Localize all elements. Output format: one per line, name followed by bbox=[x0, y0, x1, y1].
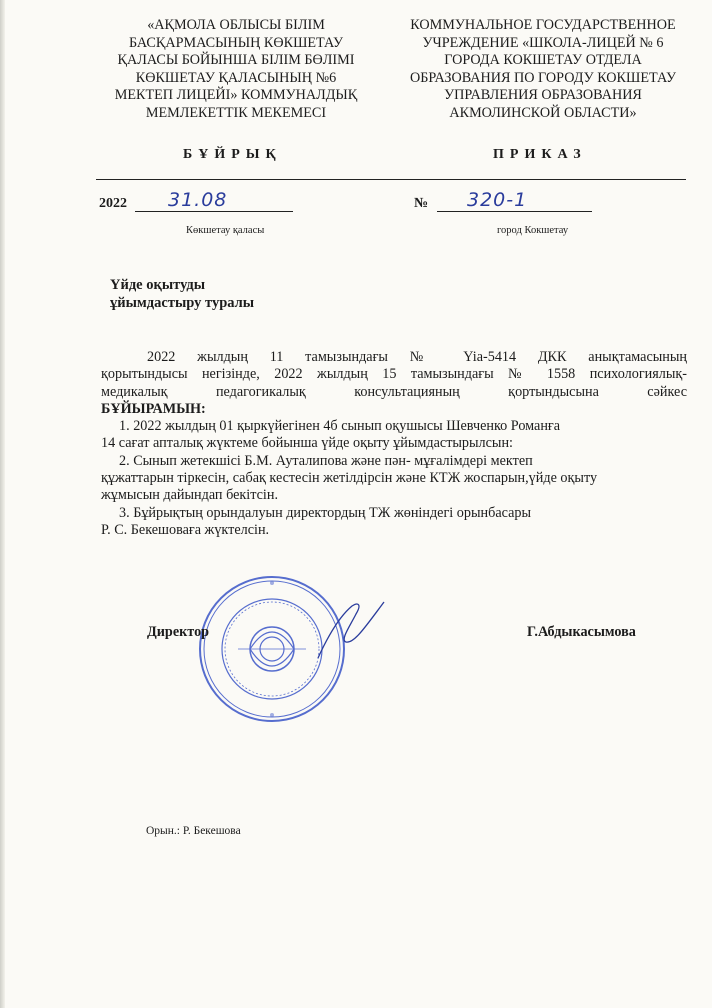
body-line: құжаттарын тіркесін, сабақ кестесін жетілдірсін және КТЖ жоспарын,үйде оқыту bbox=[101, 470, 598, 487]
title-kz: БҰЙРЫҚ bbox=[183, 147, 282, 162]
header-ru-line: ОБРАЗОВАНИЯ ПО ГОРОДУ КОКШЕТАУ bbox=[409, 69, 676, 86]
subject-line: ұйымдастыру туралы bbox=[110, 295, 255, 311]
header-ru-line: КОММУНАЛЬНОЕ ГОСУДАРСТВЕННОЕ bbox=[410, 17, 676, 33]
order-year: 2022 bbox=[99, 196, 127, 211]
body-line: 3. Бұйрықтың орындалуын директордың ТЖ жөніндегі орынбасары bbox=[119, 504, 532, 521]
director-title: Директор bbox=[147, 624, 210, 640]
body-line: жұмысын дайындап бекітсін. bbox=[101, 487, 278, 504]
scan-edge bbox=[0, 0, 5, 1008]
header-divider bbox=[96, 179, 686, 180]
header-ru-line: УЧРЕЖДЕНИЕ «ШКОЛА-ЛИЦЕЙ № 6 bbox=[422, 34, 664, 51]
header-kz-line: МЕКТЕП ЛИЦЕЙІ» КОММУНАЛДЫҚ bbox=[114, 87, 358, 103]
header-ru bbox=[384, 17, 702, 122]
city-ru: город Кокшетау bbox=[497, 225, 569, 236]
subject-line: Үйде оқытуды bbox=[110, 277, 206, 293]
header-kz-line: МЕМЛЕКЕТТІК МЕКЕМЕСІ bbox=[145, 104, 327, 121]
order-word: БҰЙЫРАМЫН: bbox=[101, 400, 206, 417]
date-blank-line bbox=[135, 211, 293, 212]
number-sign: № bbox=[414, 196, 429, 211]
header-kz-line: БАСҚАРМАСЫНЫҢ КӨКШЕТАУ bbox=[128, 34, 344, 51]
header-kz-line: КӨКШЕТАУ ҚАЛАСЫНЫҢ №6 bbox=[135, 69, 337, 86]
handwritten-number: 320-1 bbox=[467, 189, 528, 211]
body-line: 1. 2022 жылдың 01 қыркүйегінен 4б сынып оқушысы Шевченко Романға bbox=[119, 418, 561, 435]
number-blank-line bbox=[437, 211, 592, 212]
body-line: 2. Сынып жетекшісі Б.М. Ауталипова және пән- мұғалімдері мектеп bbox=[119, 452, 533, 469]
header-kz-line: «АҚМОЛА ОБЛЫСЫ БІЛІМ bbox=[147, 17, 325, 33]
header-kz bbox=[96, 17, 376, 122]
body-line: Р. С. Бекешоваға жүктелсін. bbox=[101, 521, 270, 538]
handwritten-date: 31.08 bbox=[168, 189, 228, 211]
director-name: Г.Абдыкасымова bbox=[527, 624, 636, 640]
header-ru-line: АКМОЛИНСКОЙ ОБЛАСТИ» bbox=[449, 104, 637, 121]
header-kz-line: ҚАЛАСЫ БОЙЫНША БІЛІМ БӨЛІМІ bbox=[117, 52, 355, 68]
header-ru-line: ГОРОДА КОКШЕТАУ ОТДЕЛА bbox=[444, 52, 642, 68]
body-line: қорытындысы негізінде, 2022 жылдың 15 тамызындағы № 1558 психологиялық- bbox=[101, 366, 687, 383]
body-line: 14 сағат апталық жүктеме бойынша үйде оқыту ұйымдастырылсын: bbox=[101, 435, 513, 452]
body-line: 2022 жылдың 11 тамызындағы № Yia-5414 ДКК анықтамасының bbox=[147, 349, 687, 365]
order-subject bbox=[110, 276, 254, 312]
title-ru: ПРИКАЗ bbox=[493, 147, 587, 162]
handwritten-signature bbox=[310, 596, 390, 666]
body-line: медикалық педагогикалық консультацияның қортындысына сәйкес bbox=[101, 383, 687, 400]
order-body bbox=[101, 349, 687, 539]
header-ru-line: УПРАВЛЕНИЯ ОБРАЗОВАНИЯ bbox=[444, 87, 642, 103]
city-kz: Көкшетау қаласы bbox=[186, 225, 265, 236]
executor-note: Орын.: Р. Бекешова bbox=[146, 825, 241, 837]
